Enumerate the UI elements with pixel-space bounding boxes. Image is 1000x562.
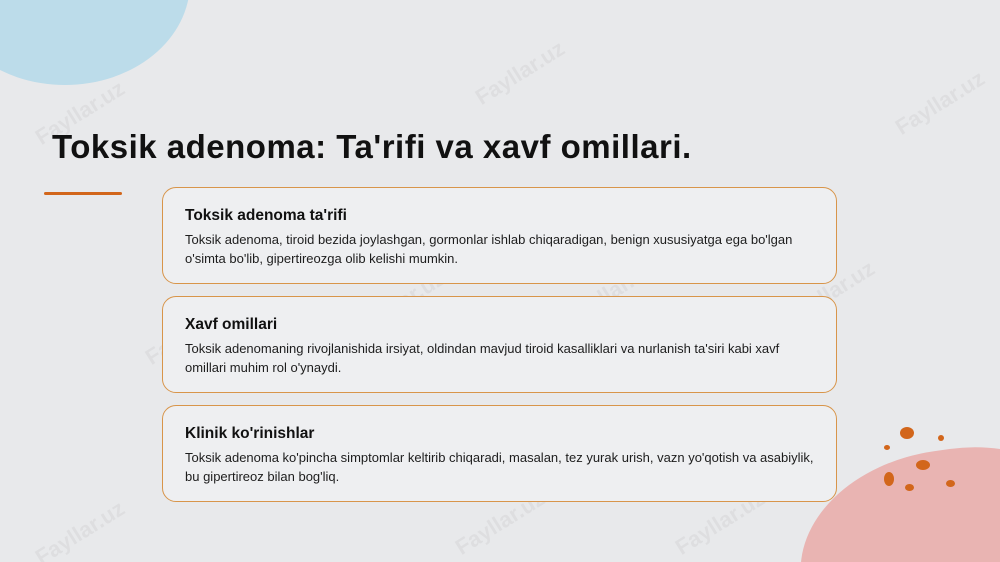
decorative-dot <box>946 480 955 487</box>
watermark <box>31 495 130 562</box>
slide-title: Toksik adenoma: Ta'rifi va xavf omillari. <box>52 128 692 165</box>
watermark <box>471 35 570 110</box>
decorative-blue-blob <box>0 0 190 85</box>
card-title: Toksik adenoma ta'rifi <box>185 207 347 224</box>
decorative-dot <box>884 472 894 486</box>
card-title: Klinik ko'rinishlar <box>185 425 315 442</box>
watermark <box>891 65 990 140</box>
card-text: Toksik adenomaning rivojlanishida irsiyat, oldindan mavjud tiroid kasalliklari va nurlanish ta'siri kabi xavf omillari muhim rol o'ynaydi. <box>185 341 780 375</box>
decorative-dot <box>884 445 890 450</box>
title-accent-line <box>44 192 122 195</box>
decorative-dot <box>905 484 914 491</box>
decorative-dot <box>900 427 914 439</box>
card-text: Toksik adenoma, tiroid bezida joylashgan, gormonlar ishlab chiqaradigan, benign xususiyatga ega bo'lgan o'simta bo'lib, gipertireozga olib kelishi mumkin. <box>185 232 793 266</box>
card-text: Toksik adenoma ko'pincha simptomlar keltirib chiqaradi, masalan, tez yurak urish, vazn yo'qotish va asabiylik, bu gipertireoz bilan bog'liq. <box>185 450 814 484</box>
decorative-dot <box>938 435 944 441</box>
decorative-dot <box>916 460 930 470</box>
card-clinical-signs <box>162 405 837 502</box>
card-title: Xavf omillari <box>185 316 278 333</box>
card-definition <box>162 187 837 284</box>
card-risk-factors <box>162 296 837 393</box>
